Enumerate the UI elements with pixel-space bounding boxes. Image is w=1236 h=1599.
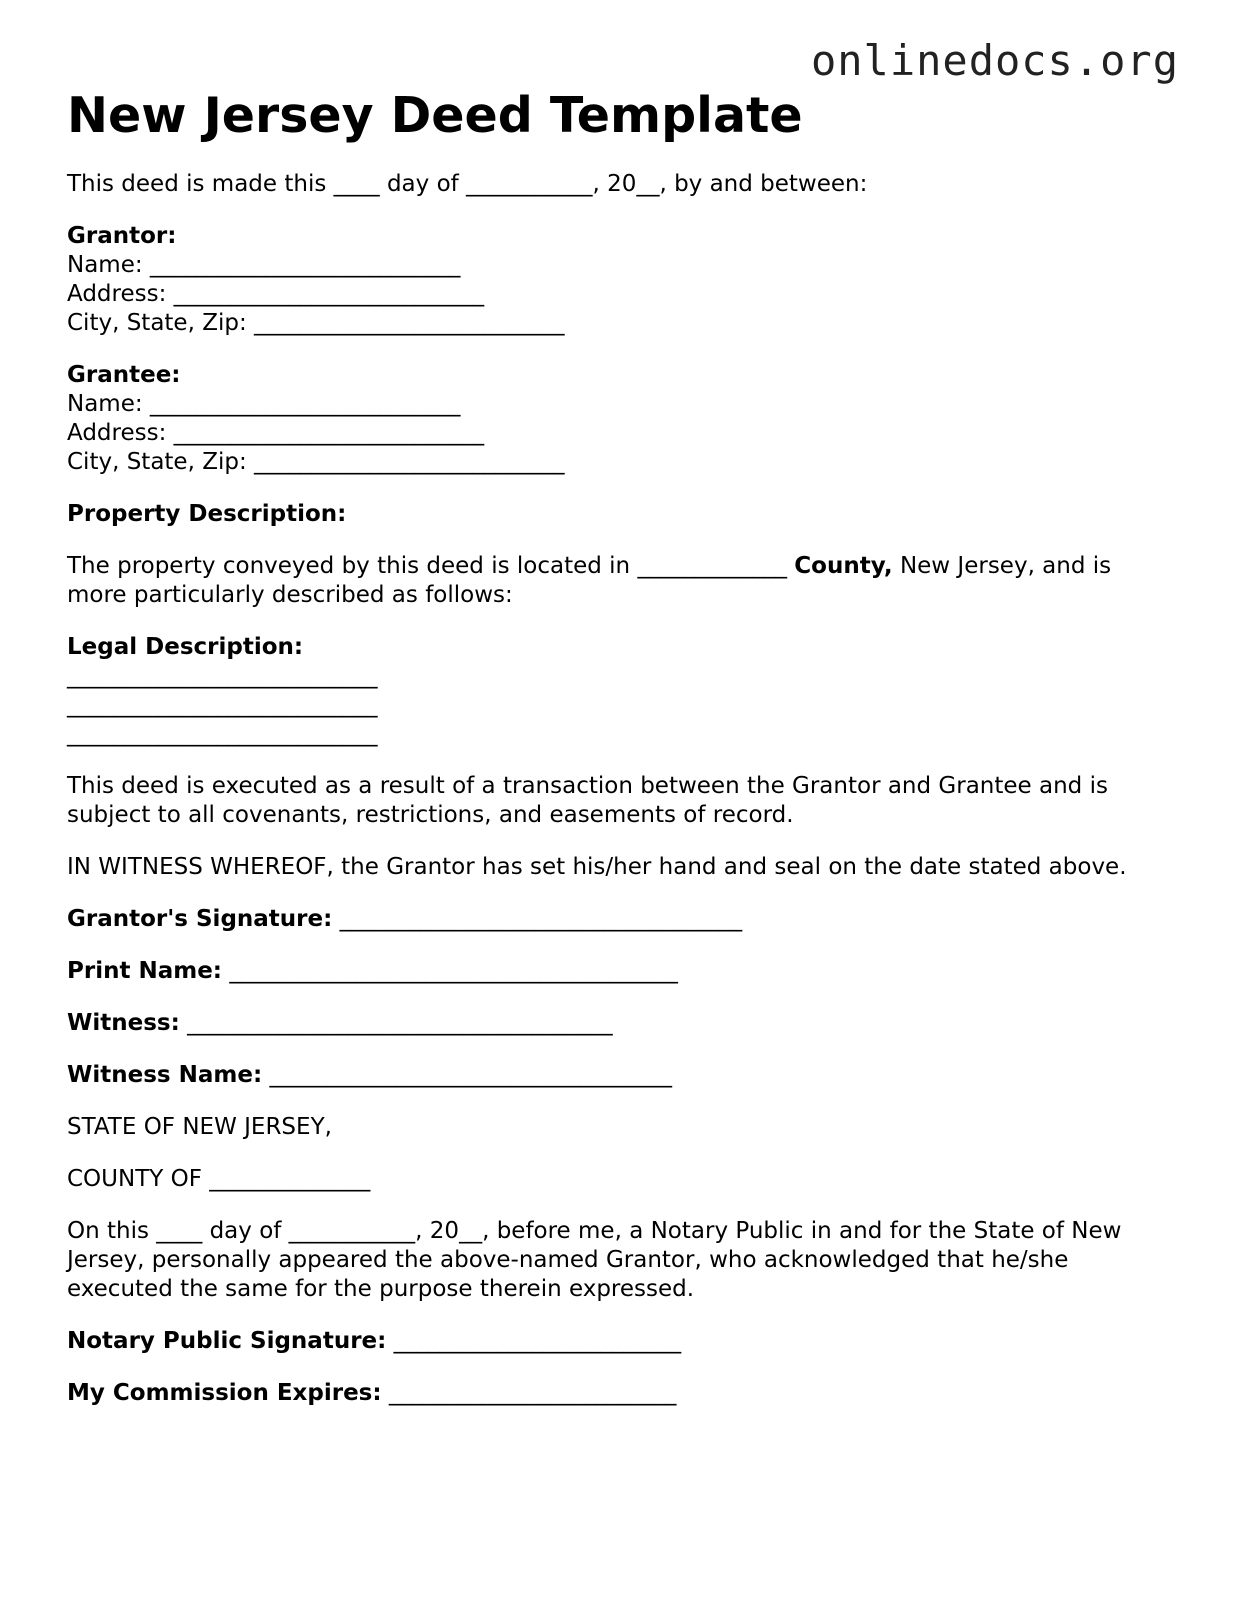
notary-state: STATE OF NEW JERSEY, <box>67 1114 332 1140</box>
legal-description-section <box>67 633 1177 749</box>
deed-document <box>67 84 1177 1408</box>
notary-signature-label: Notary Public Signature: <box>67 1328 387 1354</box>
grantee-heading: Grantee: <box>67 362 181 388</box>
property-heading: Property Description: <box>67 501 347 527</box>
grantee-name-field: Name: ___________________________ <box>67 391 461 417</box>
print-name-label: Print Name: <box>67 958 222 984</box>
grantor-heading: Grantor: <box>67 223 177 249</box>
notary-signature-line <box>67 1327 1177 1356</box>
print-name-line <box>67 957 1177 986</box>
grantee-address-field: Address: ___________________________ <box>67 420 485 446</box>
legal-line: ___________________________ <box>67 721 378 747</box>
grantor-address-field: Address: ___________________________ <box>67 281 485 307</box>
grantor-signature-line <box>67 905 1177 934</box>
witness-name-blank: ___________________________________ <box>269 1062 672 1088</box>
notary-county: COUNTY OF ______________ <box>67 1166 371 1192</box>
grantor-signature-blank: ___________________________________ <box>339 906 743 932</box>
intro-line: This deed is made this ____ day of ___________, 20__, by and between: <box>67 171 868 197</box>
witness-name-label: Witness Name: <box>67 1062 263 1088</box>
grantor-city-field: City, State, Zip: ___________________________ <box>67 310 565 336</box>
grantor-signature-label: Grantor's Signature: <box>67 906 333 932</box>
commission-label: My Commission Expires: <box>67 1380 382 1406</box>
commission-blank: _________________________ <box>388 1380 677 1406</box>
witness-label: Witness: <box>67 1010 180 1036</box>
property-text-after: New Jersey, and is more particularly described as follows: <box>67 553 1119 608</box>
legal-line: ___________________________ <box>67 692 378 718</box>
legal-heading: Legal Description: <box>67 634 304 660</box>
print-name-blank: _______________________________________ <box>229 958 678 984</box>
witness-blank: _____________________________________ <box>187 1010 613 1036</box>
witness-paragraph: IN WITNESS WHEREOF, the Grantor has set his/her hand and seal on the date stated above. <box>67 854 1127 880</box>
grantor-section <box>67 222 1177 338</box>
transaction-paragraph: This deed is executed as a result of a transaction between the Grantor and Grantee and is subject to all covenants, restrictions, and easements of record. <box>67 773 1116 828</box>
property-location-text <box>67 552 1177 610</box>
witness-line <box>67 1009 1177 1038</box>
grantor-name-field: Name: ___________________________ <box>67 252 461 278</box>
grantee-city-field: City, State, Zip: ___________________________ <box>67 449 565 475</box>
commission-expires-line <box>67 1379 1177 1408</box>
property-text-before: The property conveyed by this deed is located in _____________ <box>67 553 795 579</box>
legal-line: ___________________________ <box>67 663 378 689</box>
notary-signature-blank: _________________________ <box>393 1328 682 1354</box>
grantee-section <box>67 361 1177 477</box>
notary-acknowledgment: On this ____ day of ___________, 20__, before me, a Notary Public in and for the State of New Jersey, personally appeared the above-named Grantor, who acknowledged that he/she executed the same for the purpose therein expressed. <box>67 1218 1129 1302</box>
watermark-logo: onlinedocs.org <box>810 36 1179 85</box>
witness-name-line <box>67 1061 1177 1090</box>
page-title: New Jersey Deed Template <box>67 87 803 144</box>
county-label: County, <box>794 553 893 579</box>
